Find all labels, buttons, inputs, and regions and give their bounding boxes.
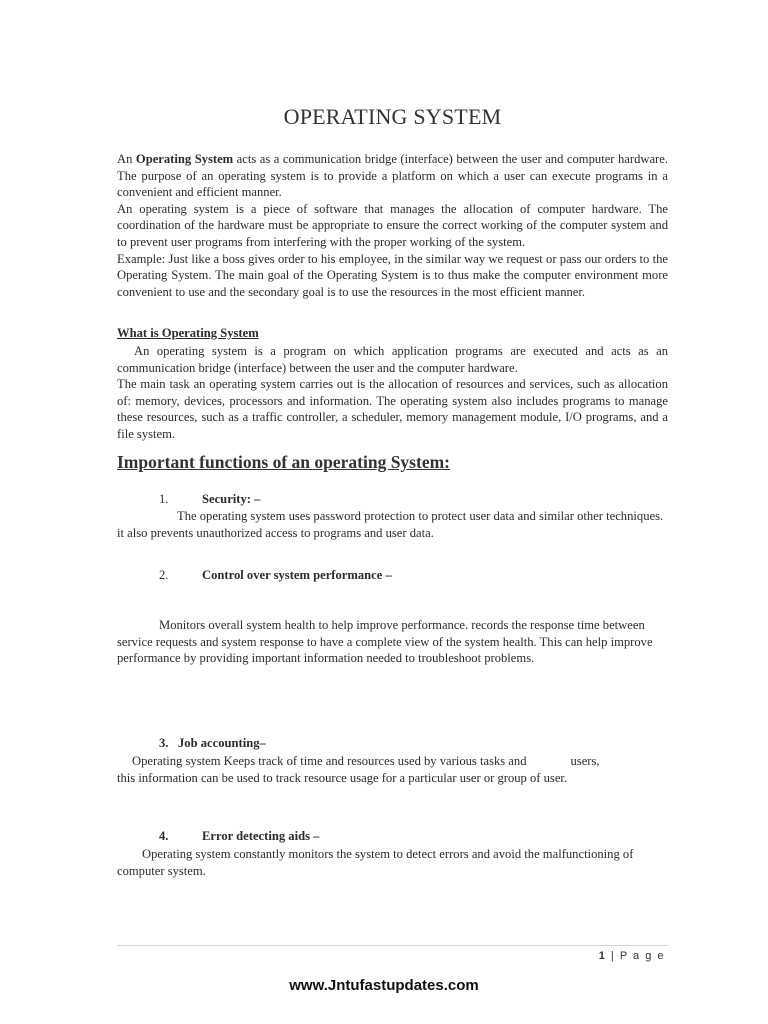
intro-section (117, 151, 668, 300)
function-item-body (117, 617, 668, 667)
page-number (599, 950, 665, 962)
function-item-heading (159, 492, 260, 507)
function-item-body (117, 846, 668, 879)
functions-heading: Important functions of an operating System: (117, 452, 450, 472)
function-item-heading (159, 736, 266, 751)
function-item-heading (159, 568, 392, 583)
function-item-text: this information can be used to track resource usage for a particular user or group of user. (117, 770, 568, 785)
function-item-text: users, (570, 754, 600, 768)
footer-divider (117, 945, 668, 946)
function-item-number: 1. (159, 492, 169, 506)
function-item-number: 4. (159, 829, 169, 843)
intro-paragraph-2: An operating system is a piece of software that manages the allocation of computer hardware. The coordination of the hardware must be appropriate to ensure the correct working of the computer system and to prevent user programs from interfering with the proper working of the system. (117, 201, 668, 249)
function-item-title: Error detecting aids – (202, 829, 320, 843)
what-is-paragraph-2: The main task an operating system carries out is the allocation of resources and services, such as allocation of: memory, devices, processors and information. The operating system also includes programs to manage these resources, such as a traffic controller, a scheduler, memory management module, I/O programs, and a file system. (117, 377, 668, 441)
intro-term: Operating System (135, 152, 234, 166)
function-item-text: Operating system constantly monitors the system to detect errors and avoid the malfunctioning of computer system. (117, 847, 634, 878)
what-is-section (117, 343, 668, 443)
what-is-paragraph-1: An operating system is a program on which application programs are executed and acts as an communication bridge (interface) between the user and the computer hardware. (117, 344, 668, 375)
function-item-text: Operating system Keeps track of time and resources used by various tasks and (132, 754, 527, 768)
function-item-heading (159, 829, 319, 844)
intro-paragraph-3: Example: Just like a boss gives order to his employee, in the similar way we request or pass our orders to the Operating System. The main goal of the Operating System is to thus make the computer environment more convenient to use and the secondary goal is to use the resources in the most efficient manner. (117, 251, 668, 299)
document-page (117, 0, 668, 1024)
function-item-body (117, 753, 668, 786)
source-watermark: www.Jntufastupdates.com (289, 977, 479, 994)
what-is-heading: What is Operating System (117, 326, 259, 340)
function-item-number: 3. (159, 736, 169, 750)
page-number-separator: | (606, 950, 620, 962)
function-item-text: The operating system uses password protection to protect user data and similar other techniques. it also prevents unauthorized access to programs and user data. (117, 509, 664, 540)
function-item-title: Job accounting– (178, 736, 266, 750)
function-item-title: Control over system performance – (202, 568, 392, 582)
intro-lead: An (117, 152, 136, 166)
function-item-text: Monitors overall system health to help improve performance. records the response time between service requests and system response to have a complete view of the system health. This can help improve performance by providing important information needed to troubleshoot problems. (117, 618, 653, 666)
intro-rest: acts as a communication bridge (interface) between the user and computer hardware. The purpose of an operating system is to provide a platform on which a user can execute programs in a convenient and efficient manner. (117, 152, 668, 200)
document-title: OPERATING SYSTEM (283, 104, 502, 129)
function-item-title: Security: – (202, 492, 261, 506)
function-item-body (117, 508, 668, 541)
page-number-value: 1 (598, 950, 607, 962)
page-number-label: P a g e (619, 950, 665, 962)
function-item-number: 2. (159, 568, 169, 582)
